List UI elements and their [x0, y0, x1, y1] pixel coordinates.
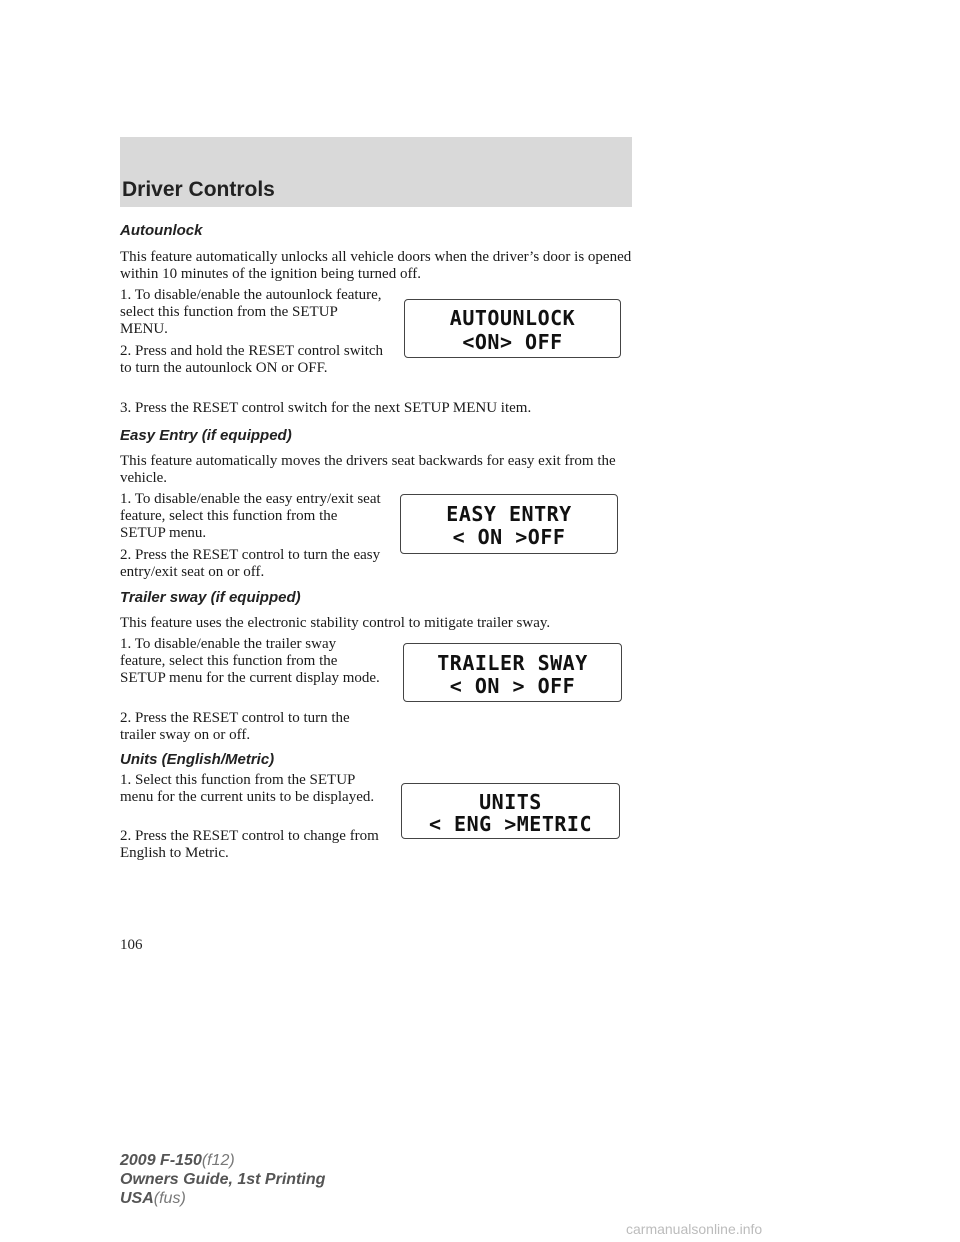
page-number: 106	[120, 937, 143, 953]
autounlock-display-line-2: <ON> OFF	[462, 330, 563, 354]
easy-entry-heading: Easy Entry (if equipped)	[120, 427, 292, 444]
autounlock-display-line-1: AUTOUNLOCK	[449, 306, 576, 330]
footer-region: USA	[120, 1190, 154, 1207]
trailer-sway-intro: This feature uses the electronic stability control to mitigate trailer sway.	[120, 615, 551, 631]
autounlock-intro: This feature automatically unlocks all vehicle doors when the driver’s door is opened within 10 minutes of the ignition being turned off.	[120, 249, 632, 282]
trailer-sway-display-line-1: TRAILER SWAY	[437, 651, 588, 675]
watermark: carmanualsonline.info	[626, 1221, 763, 1237]
trailer-sway-display-line-2: < ON > OFF	[449, 674, 576, 698]
autounlock-display	[404, 299, 621, 358]
easy-entry-intro: This feature automatically moves the drivers seat backwards for easy exit from the vehicle.	[120, 453, 616, 486]
easy-entry-display-line-2: < ON >OFF	[452, 525, 566, 549]
autounlock-step-2: 2. Press and hold the RESET control switch to turn the autounlock ON or OFF.	[120, 343, 384, 376]
autounlock-step-1: 1. To disable/enable the autounlock feature, select this function from the SETUP MENU.	[120, 287, 382, 337]
trailer-sway-heading: Trailer sway (if equipped)	[120, 589, 301, 606]
trailer-sway-display	[403, 643, 622, 702]
autounlock-step-3: 3. Press the RESET control switch for the next SETUP MENU item.	[120, 400, 532, 416]
footer-model: 2009 F-150	[120, 1152, 202, 1169]
footer-model-code: (f12)	[201, 1152, 235, 1169]
units-step-2: 2. Press the RESET control to change from English to Metric.	[120, 828, 379, 861]
trailer-sway-step-1: 1. To disable/enable the trailer sway feature, select this function from the SETUP menu for the current display mode.	[120, 636, 380, 686]
units-display	[401, 783, 620, 839]
footer-guide: Owners Guide, 1st Printing	[120, 1171, 326, 1188]
footer-region-code: (fus)	[153, 1190, 186, 1207]
units-step-1: 1. Select this function from the SETUP menu for the current units to be displayed.	[120, 772, 375, 805]
trailer-sway-step-2: 2. Press the RESET control to turn the trailer sway on or off.	[120, 710, 350, 743]
easy-entry-step-2: 2. Press the RESET control to turn the easy entry/exit seat on or off.	[120, 547, 381, 580]
easy-entry-display	[400, 494, 618, 554]
easy-entry-display-line-1: EASY ENTRY	[446, 502, 572, 526]
print-footer	[120, 1151, 325, 1208]
units-display-line-1: UNITS	[479, 790, 542, 814]
easy-entry-step-1: 1. To disable/enable the easy entry/exit seat feature, select this function from the SETUP menu.	[120, 491, 381, 541]
autounlock-heading: Autounlock	[120, 222, 203, 239]
units-heading: Units (English/Metric)	[120, 751, 275, 768]
units-display-line-2: < ENG >METRIC	[428, 812, 593, 836]
page-title: Driver Controls	[122, 178, 275, 201]
